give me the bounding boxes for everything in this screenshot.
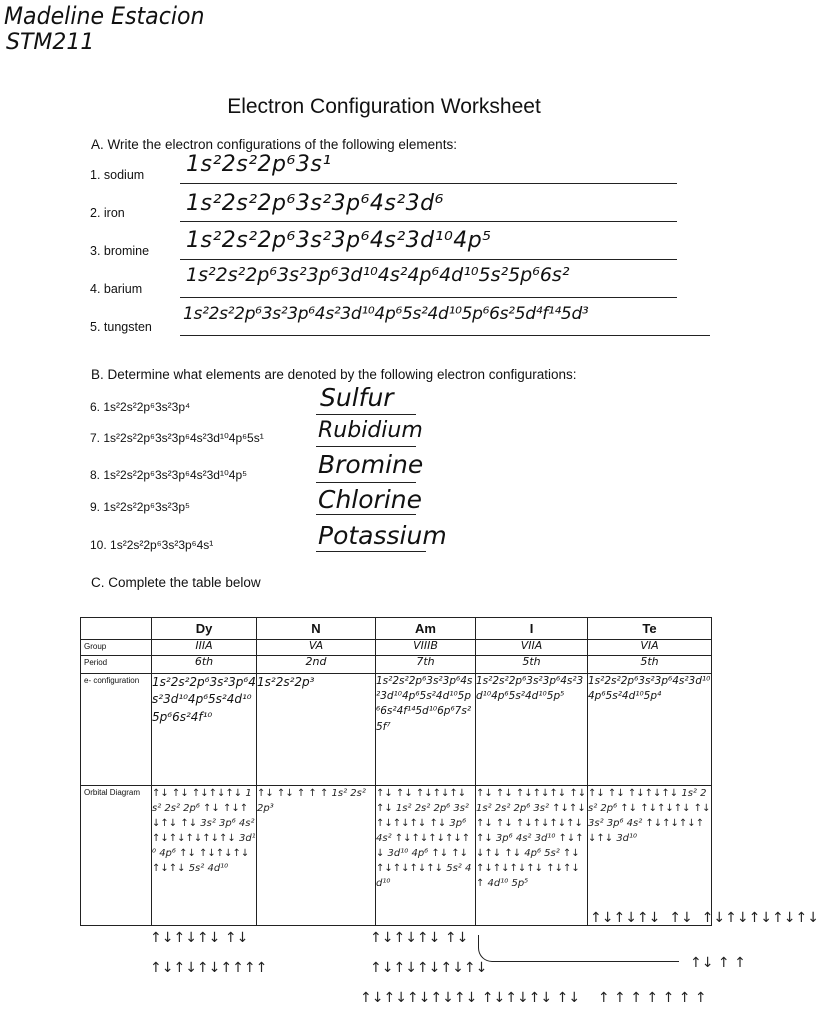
question-9-answer: Chlorine — [318, 485, 422, 514]
answer-line-6 — [316, 414, 416, 415]
table-header-row — [81, 618, 712, 640]
answer-line-2 — [180, 221, 677, 222]
group-te: VIA — [588, 640, 712, 656]
question-9-config: 1s²2s²2p⁶3s²3p⁵ — [103, 500, 190, 514]
orbital-row — [81, 786, 712, 926]
question-7 — [90, 431, 264, 445]
row-label-period: Period — [81, 656, 152, 674]
overflow-arrows-dy: ↑↓↑↓↑↓ ↑↓ — [150, 930, 249, 946]
row-label-config: e- configuration — [81, 674, 152, 786]
row-label-group: Group — [81, 640, 152, 656]
column-header-am: Am — [376, 618, 476, 640]
element-table — [80, 617, 712, 926]
group-dy: IIIA — [152, 640, 257, 656]
orbital-te: ↑↓ ↑↓ ↑↓↑↓↑↓ 1s² 2s² 2p⁶ ↑↓ ↑↓↑↓↑↓ ↑↓ 3s² 3p⁶ 4s² ↑↓↑↓↑↓↑↓↑↓ 3d¹⁰ — [588, 786, 712, 926]
question-6-answer: Sulfur — [320, 383, 394, 412]
overflow-arrows-am-3: ↑↓↑↓↑↓↑↓↑↓ ↑↓↑↓↑↓ ↑↓ ↑ ↑ ↑ ↑ ↑ ↑ ↑ — [360, 990, 707, 1006]
answer-line-3 — [180, 259, 677, 260]
period-am: 7th — [376, 656, 476, 674]
question-6-number: 6. — [90, 400, 101, 414]
answer-line-7 — [316, 446, 416, 447]
question-7-answer: Rubidium — [318, 418, 423, 443]
question-8-answer: Bromine — [318, 450, 424, 479]
question-5-answer: 1s²2s²2p⁶3s²3p⁶4s²3d¹⁰4p⁶5s²4d¹⁰5p⁶6s²5d⁴f¹⁴5d³ — [183, 304, 589, 324]
row-label-orbital: Orbital Diagram — [81, 786, 152, 926]
page-title: Electron Configuration Worksheet — [227, 95, 541, 118]
question-4-label: 4. barium — [90, 282, 143, 296]
config-row — [81, 674, 712, 786]
question-10-answer: Potassium — [318, 521, 447, 550]
orbital-n: ↑↓ ↑↓ ↑ ↑ ↑ 1s² 2s² 2p³ — [257, 786, 376, 926]
period-te: 5th — [588, 656, 712, 674]
config-i: 1s²2s²2p⁶3s²3p⁶4s²3d¹⁰4p⁶5s²4d¹⁰5p⁵ — [476, 674, 588, 786]
group-am: VIIIB — [376, 640, 476, 656]
question-8-config: 1s²2s²2p⁶3s²3p⁶4s²3d¹⁰4p⁵ — [103, 468, 248, 482]
config-am: 1s²2s²2p⁶3s²3p⁶4s²3d¹⁰4p⁶5s²4d¹⁰5p⁶6s²4f¹⁴5d¹⁰6p⁶7s²5f⁷ — [376, 674, 476, 786]
question-5-label: 5. tungsten — [90, 320, 152, 334]
question-6-config: 1s²2s²2p⁶3s²3p⁴ — [103, 400, 191, 414]
section-a-heading: A. Write the electron configurations of the following elements: — [91, 137, 457, 152]
orbital-dy: ↑↓ ↑↓ ↑↓↑↓↑↓ 1s² 2s² 2p⁶ ↑↓ ↑↓↑↓↑↓ ↑↓ 3s² 3p⁶ 4s² ↑↓↑↓↑↓↑↓↑↓ 3d¹⁰ 4p⁶ ↑↓ ↑↓↑↓↑↓↑↓↑↓ 5s² 4d¹⁰ — [152, 786, 257, 926]
question-1-label: 1. sodium — [90, 168, 145, 182]
section-c-heading: C. Complete the table below — [91, 575, 261, 590]
overflow-bracket — [478, 935, 679, 962]
overflow-arrows-dy-2: ↑↓↑↓↑↓↑↑↑↑ — [150, 960, 268, 976]
section-b-heading: B. Determine what elements are denoted by the following electron configurations: — [91, 367, 577, 382]
question-2-label: 2. iron — [90, 206, 125, 220]
period-dy: 6th — [152, 656, 257, 674]
column-header-i: I — [476, 618, 588, 640]
question-2-answer: 1s²2s²2p⁶3s²3p⁶4s²3d⁶ — [186, 191, 444, 216]
config-dy: 1s²2s²2p⁶3s²3p⁶4s²3d¹⁰4p⁶5s²4d¹⁰5p⁶6s²4f¹⁰ — [152, 674, 257, 786]
answer-line-5 — [180, 335, 710, 336]
question-3-answer: 1s²2s²2p⁶3s²3p⁶4s²3d¹⁰4p⁵ — [186, 228, 492, 253]
period-i: 5th — [476, 656, 588, 674]
overflow-arrows-te: ↑↓↑↓↑↓ ↑↓ ↑↓↑↓↑↓↑↓↑↓ — [590, 910, 819, 926]
student-name: Madeline Estacion — [4, 2, 205, 30]
question-10-number: 10. — [90, 538, 107, 552]
question-3-label: 3. bromine — [90, 244, 150, 258]
student-section: STM211 — [6, 30, 95, 55]
orbital-am: ↑↓ ↑↓ ↑↓↑↓↑↓ ↑↓ 1s² 2s² 2p⁶ 3s² ↑↓↑↓↑↓ ↑↓ 3p⁶ 4s² ↑↓↑↓↑↓↑↓↑↓ 3d¹⁰ 4p⁶ ↑↓ ↑↓↑↓↑↓↑↓↑↓ 5s² 4d¹⁰ — [376, 786, 476, 926]
question-10 — [90, 538, 213, 552]
answer-line-8 — [316, 482, 416, 483]
period-row — [81, 656, 712, 674]
question-9-number: 9. — [90, 500, 101, 514]
header-corner — [81, 618, 152, 640]
group-row — [81, 640, 712, 656]
answer-line-1 — [180, 183, 677, 184]
group-n: VA — [257, 640, 376, 656]
question-7-config: 1s²2s²2p⁶3s²3p⁶4s²3d¹⁰4p⁶5s¹ — [103, 431, 264, 445]
column-header-te: Te — [588, 618, 712, 640]
column-header-dy: Dy — [152, 618, 257, 640]
question-8-number: 8. — [90, 468, 101, 482]
overflow-arrows-te-2: ↑↓ ↑ ↑ — [690, 955, 746, 971]
config-n: 1s²2s²2p³ — [257, 674, 376, 786]
question-9 — [90, 500, 190, 514]
config-te: 1s²2s²2p⁶3s²3p⁶4s²3d¹⁰4p⁶5s²4d¹⁰5p⁴ — [588, 674, 712, 786]
period-n: 2nd — [257, 656, 376, 674]
question-7-number: 7. — [90, 431, 101, 445]
overflow-arrows-am: ↑↓↑↓↑↓ ↑↓ — [370, 930, 469, 946]
answer-line-4 — [180, 297, 677, 298]
question-10-config: 1s²2s²2p⁶3s²3p⁶4s¹ — [110, 538, 214, 552]
column-header-n: N — [257, 618, 376, 640]
group-i: VIIA — [476, 640, 588, 656]
question-8 — [90, 468, 247, 482]
overflow-arrows-am-2: ↑↓↑↓↑↓↑↓↑↓ — [370, 960, 488, 976]
answer-line-9 — [316, 514, 416, 515]
answer-line-10 — [316, 551, 426, 552]
question-4-answer: 1s²2s²2p⁶3s²3p⁶3d¹⁰4s²4p⁶4d¹⁰5s²5p⁶6s² — [186, 264, 570, 286]
question-6 — [90, 400, 190, 414]
question-1-answer: 1s²2s²2p⁶3s¹ — [186, 152, 332, 177]
orbital-i: ↑↓ ↑↓ ↑↓↑↓↑↓ ↑↓ 1s² 2s² 2p⁶ 3s² ↑↓↑↓↑↓ ↑↓ ↑↓↑↓↑↓↑↓↑↓ 3p⁶ 4s² 3d¹⁰ ↑↓↑↓↑↓ ↑↓ 4p⁶ 5s² ↑↓↑↓↑↓↑↓↑↓ ↑↓↑↓↑ 4d¹⁰ 5p⁵ — [476, 786, 588, 926]
